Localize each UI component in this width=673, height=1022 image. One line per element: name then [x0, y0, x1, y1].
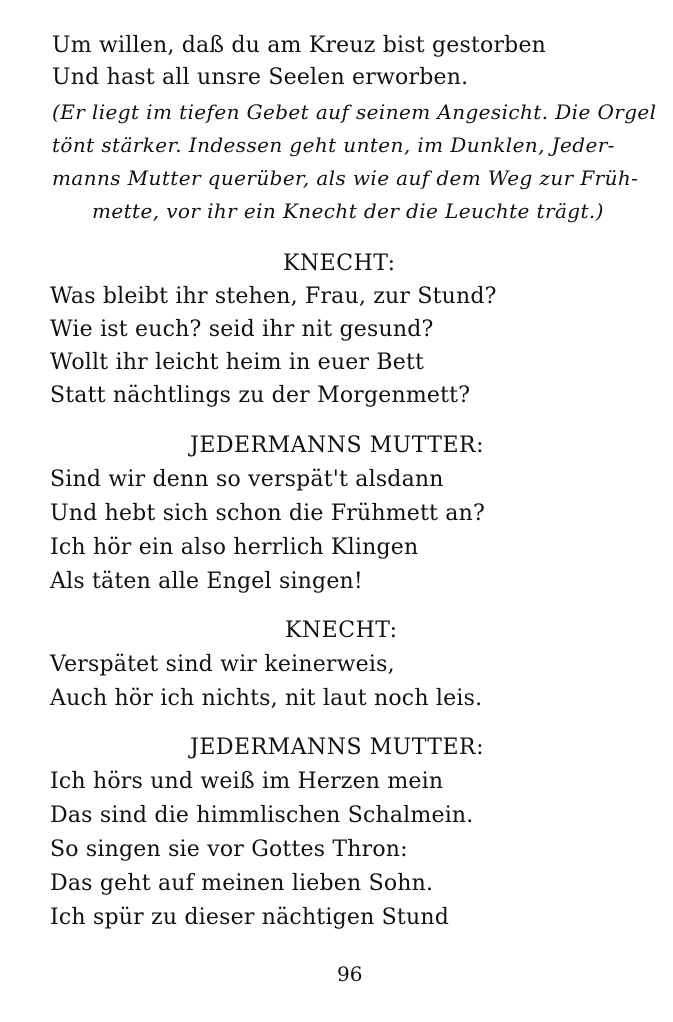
verse-line: Verspätet sind wir keinerweis, [50, 652, 395, 677]
verse-line: Das sind die himmlischen Schalmein. [50, 803, 474, 828]
verse-line: Auch hör ich nichts, nit laut noch leis. [50, 686, 483, 711]
verse-line: Als täten alle Engel singen! [50, 569, 363, 594]
verse-line: Und hast all unsre Seelen erworben. [52, 65, 469, 90]
stage-direction-line: manns Mutter querüber, als wie auf dem Weg zur Früh- [52, 166, 639, 190]
speaker-name: KNECHT: [285, 618, 398, 643]
verse-line: Und hebt sich schon die Frühmett an? [50, 501, 485, 526]
verse-line: Ich hör ein also herrlich Klingen [50, 535, 419, 560]
stage-direction-line: (Er liegt im tiefen Gebet auf seinem Angesicht. Die Orgel [52, 100, 657, 124]
verse-line: Wollt ihr leicht heim in euer Bett [50, 350, 425, 375]
verse-line: Wie ist euch? seid ihr nit gesund? [50, 317, 434, 342]
stage-direction-line: tönt stärker. Indessen geht unten, im Dunklen, Jeder- [52, 133, 615, 157]
stage-direction-line: mette, vor ihr ein Knecht der die Leuchte trägt.) [92, 199, 604, 223]
speaker-name: JEDERMANNS MUTTER: [190, 735, 484, 760]
verse-line: Das geht auf meinen lieben Sohn. [50, 871, 434, 896]
verse-line: Um willen, daß du am Kreuz bist gestorben [52, 33, 547, 58]
verse-line: Sind wir denn so verspät't alsdann [50, 467, 444, 492]
verse-line: Statt nächtlings zu der Morgenmett? [50, 383, 471, 408]
verse-line: Ich hörs und weiß im Herzen mein [50, 769, 444, 794]
speaker-name: JEDERMANNS MUTTER: [190, 433, 484, 458]
speaker-name: KNECHT: [283, 251, 396, 276]
verse-line: Was bleibt ihr stehen, Frau, zur Stund? [50, 284, 497, 309]
verse-line: Ich spür zu dieser nächtigen Stund [50, 905, 449, 930]
page-number: 96 [337, 962, 363, 986]
verse-line: So singen sie vor Gottes Thron: [50, 837, 408, 862]
